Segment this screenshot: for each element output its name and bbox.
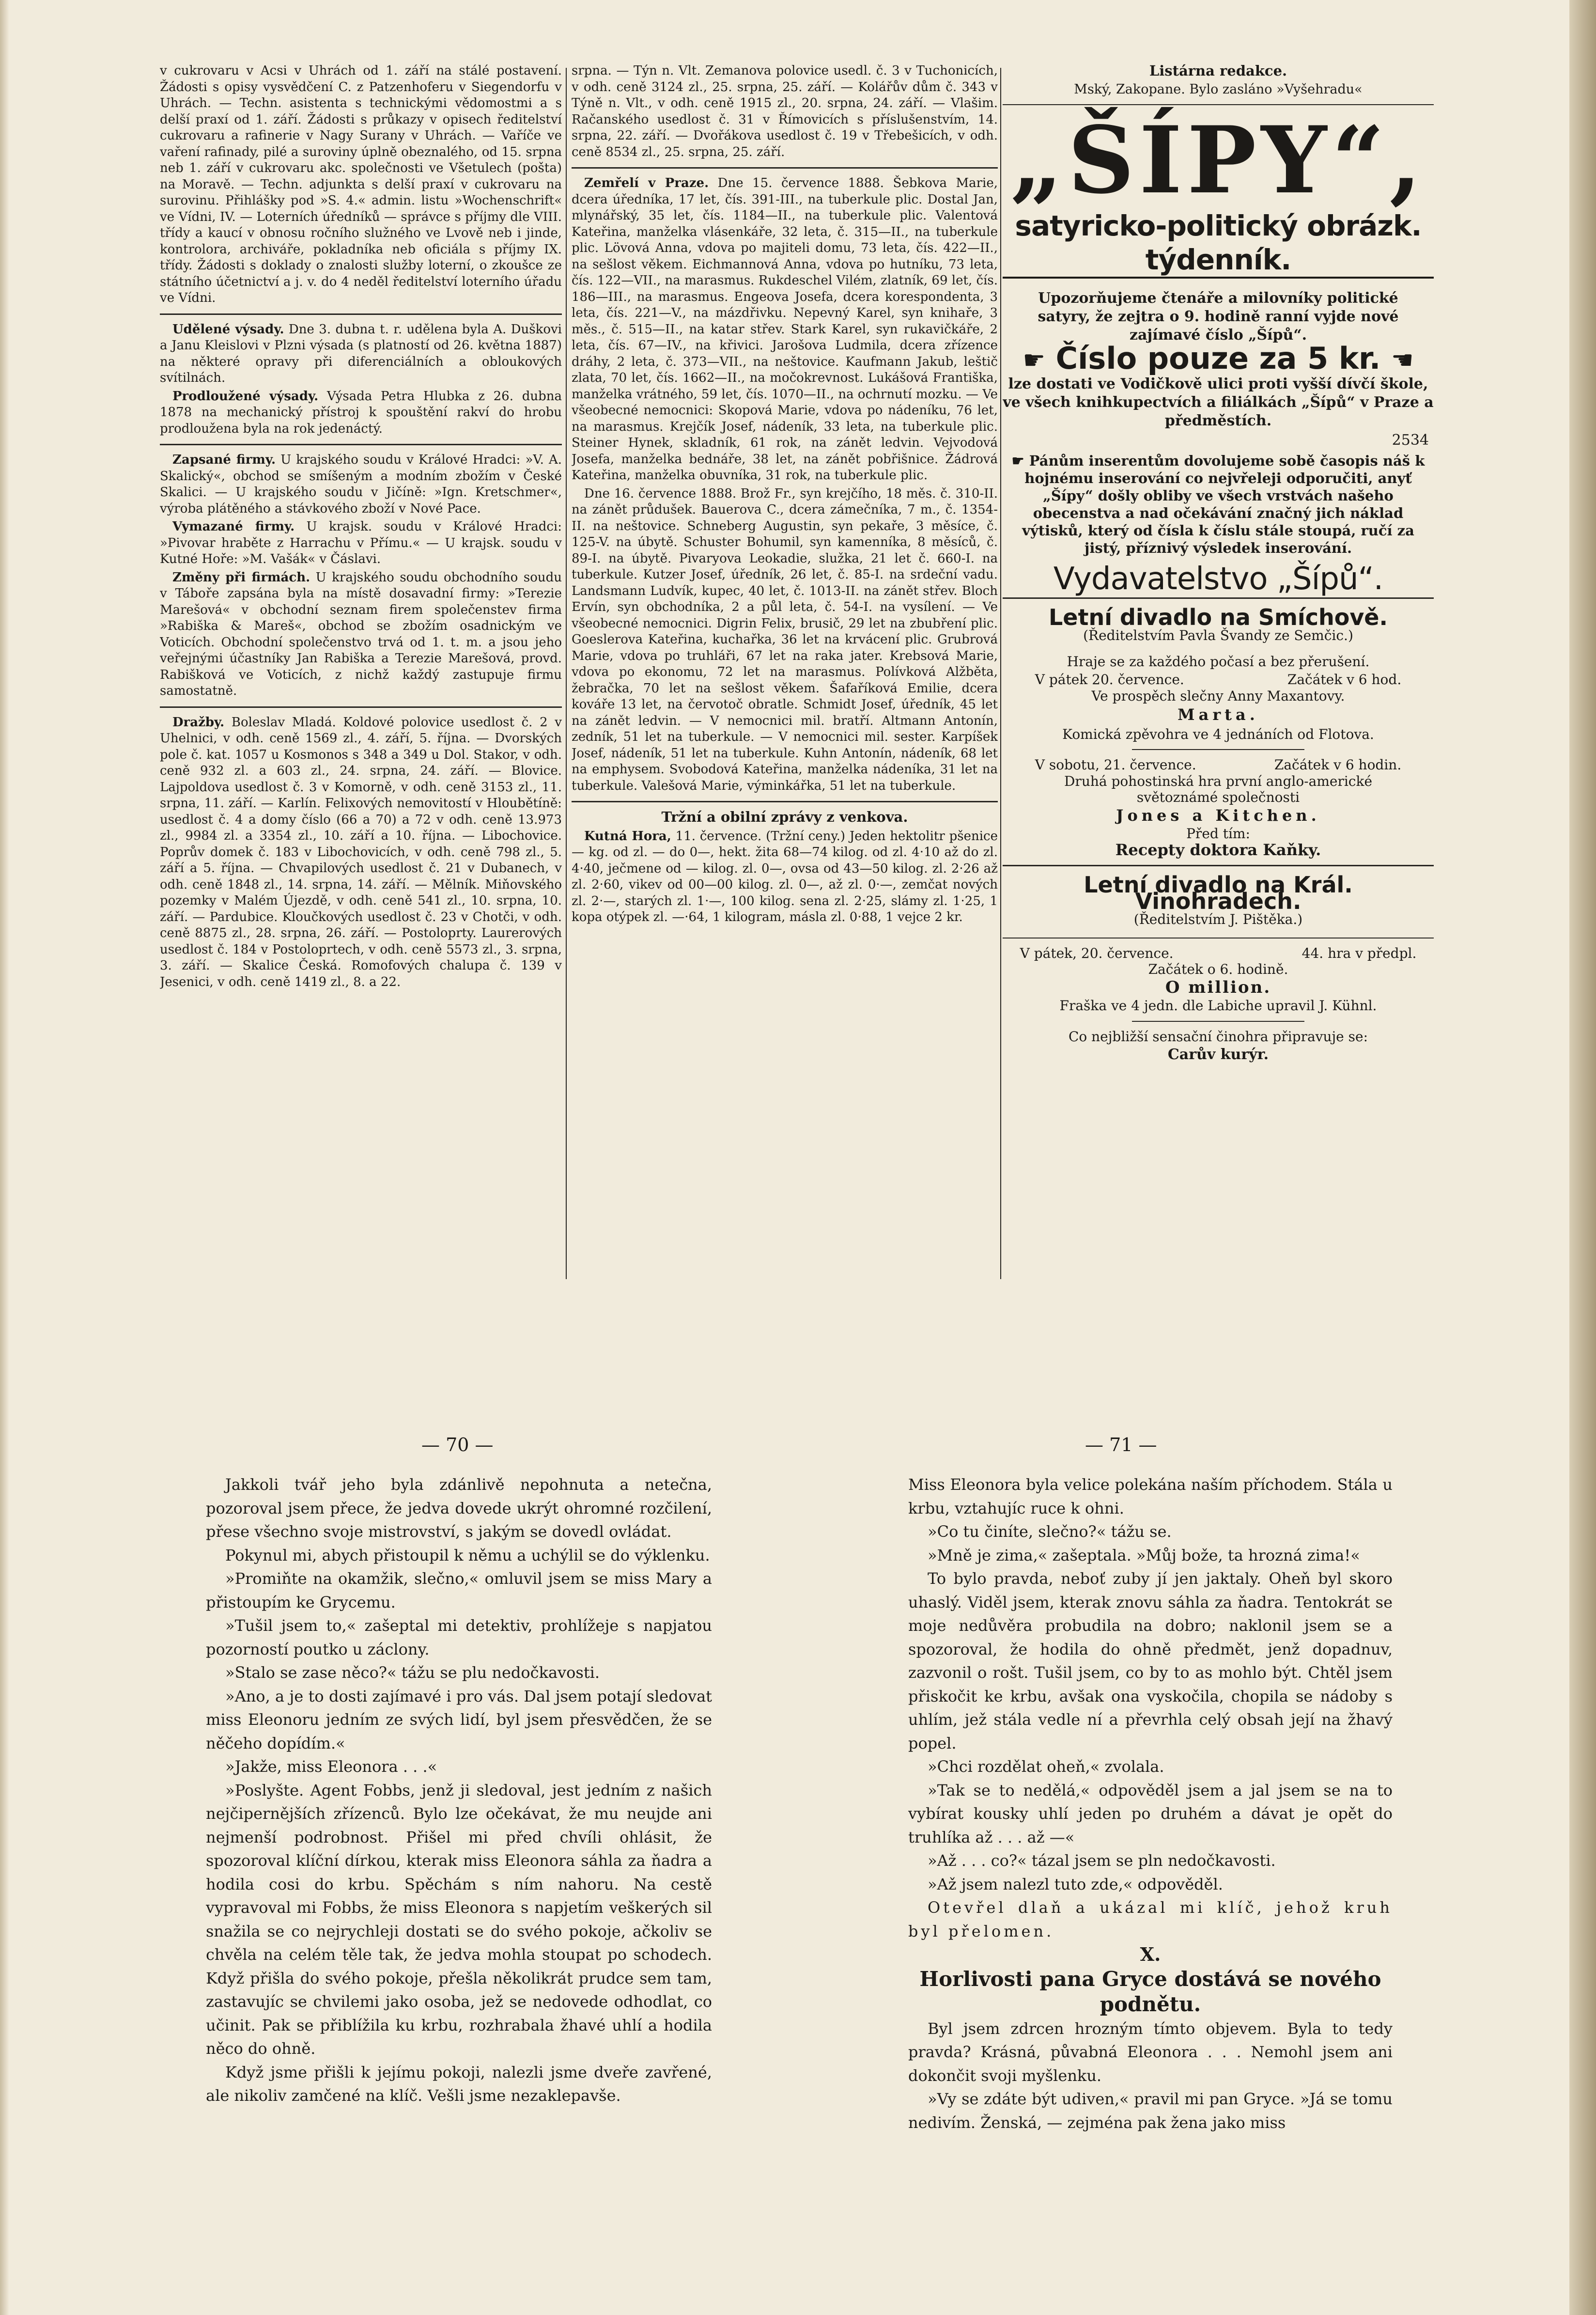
upcoming-title: Carův kurýr. (1167, 1046, 1269, 1063)
pointing-hand-icon: ☛ (1023, 346, 1046, 375)
section-deleted-firms (160, 519, 562, 568)
novel-paragraph: »Chci rozdělat oheň,« zvolala. (928, 1757, 1164, 1776)
divider (1003, 938, 1434, 939)
theatre-vinohrady-heading: Letní divadlo na Král. Vinohradech. (1084, 872, 1353, 914)
novel-paragraph: »Co tu činíte, slečno?« tážu se. (928, 1522, 1172, 1541)
auctions-continued: srpna. — Týn n. Vlt. Zemanova polovice usedl. č. 3 v Tuchonicích, v odh. ceně 3124 zl., 25. srpna, 25. září. — Kolářův dům č. 343 v Týně n. Vlt., v odh. ceně 1915 zl., 20. srpna, 24. září. — Vlašim. Račanského usedlost č. 31 v Římovicích s příslušenstvím, 14. srpna, 22. září. — Dvořákova usedlost č. 19 v Třebešicích, v odh. ceně 8534 zl., 25. srpna, 25. září. (572, 63, 998, 159)
pointing-hand-icon: ☚ (1391, 346, 1414, 375)
column-2 (572, 63, 998, 1294)
performance-title: Recepty doktora Kaňky. (1115, 840, 1321, 859)
divider (160, 706, 562, 708)
novel-paragraph: »Tušil jsem to,« zašeptal mi detektiv, prohlížeje s napjatou pozorností poutko u záclony. (206, 1616, 712, 1658)
section-heading: Změny při firmách. (172, 570, 310, 585)
section-text: Dne 15. července 1888. Šebkova Marie, dcera úředníka, 17 let, čís. 391-III., na tuberkule plic. Dostal Jan, mlynářský, 35 let, čís. 1184—II., na tuberkule plic. Valentová Kateřina, manželka vlásenkáře, 32 leta, č. 315—II., na tuberkule plic. Lövová Anna, vdova po majiteli domu, 73 leta, čís. 422—II., na sešlost věkem. Eichmannová Anna, vdova po hutníku, 73 leta, čís. 122—VII., na marasmus. Rukdeschel Vilém, zlatník, 69 let, čís. 186—III., na marasmus. Engeova Josefa, dcera korespondenta, 3 leta, čís. 221—V., na mázdřivku. Nepevný Karel, syn knihaře, 3 měs., č. 515—II., na katar střev. Stark Karel, syn rukavičkáře, 2 leta, čís. 67—IV., na křivici. Jarošova Ludmila, dcera zřízence dráhy, 2 leta, č. 373—VII., na neštovice. Kaufmann Jakub, leštič zlata, 70 let, čís. 1662—II., na močokrevnost. Lukášová Františka, manželka vrátného, 59 let, čís. 1070—II., na ochrnutí mozku. — Ve všeobecné nemocnici: Skopová Marie, vdova po nádeníku, 76 let, na marasmus. Krejčík Josef, nádeník, 33 leta, na tuberkule plic. Steiner Hynek, skladník, 61 rok, na zánět ledvin. Vejvodová Josefa, manželka bednáře, 38 let, na zánět pobřišnice. Žádrová Kateřina, manželka obuvníka, 31 rok, na tuberkule plic. (572, 176, 998, 483)
price-text: Číslo pouze za 5 kr. (1055, 341, 1381, 376)
short-divider (1132, 1021, 1304, 1022)
theatre-smichov-friday (1035, 672, 1402, 688)
section-text: Dne 3. dubna t. r. udělena byla A. Duškovi a Janu Kleislovi v Plzni výsada (s platností od 26. května 1887) na některé opravy při diferenciálních a obloukových svítilnách. (160, 322, 562, 385)
page-number-right: — 71 — (1085, 1434, 1157, 1455)
divider (160, 444, 562, 445)
divider (572, 167, 998, 169)
editorial-letters-heading: Listárna redakce. (1149, 63, 1287, 79)
pointing-hand-icon: ☛ (1011, 453, 1024, 469)
novel-paragraph: »Tak se to nedělá,« odpověděl jsem a jal jsem se na to vybírat kousky uhlí jeden po druhém a dávat je opět do truhlíka až . . . až —« (908, 1781, 1393, 1846)
section-registered-firms (160, 452, 562, 517)
performance-start: Začátek v 6 hod. (1287, 672, 1402, 688)
divider (160, 313, 562, 315)
novel-paragraph: »Až . . . co?« tázal jsem se pln nedočkavosti. (928, 1851, 1276, 1870)
performance-title: O million. (1165, 977, 1271, 997)
performance-day: V pátek, 20. července. (1020, 945, 1174, 961)
section-text: 11. července. (Tržní ceny.) Jeden hektolitr pšenice — kg. od zl. — do 0—, hekt. žita 68—74 kilog. od zl. 4·10 až do zl. 4·40, ječmene od — kilog. zl. 0—, ovsa od 43—50 kilog. zl. 2·26 až zl. 2·60, vikev od 00—00 kilog. zl. 0—, až zl. 0·—, zemčat nových zl. 2·—, starých zl. 1·—, 100 kilog. sena zl. 2·25, slámy zl. 1·25, 1 kopa otýpek zl. —·64, 1 kilogram, másla zl. 0·88, 1 vejce 2 kr. (572, 829, 998, 924)
novel-paragraph: Jakkoli tvář jeho byla zdánlivě nepohnuta a netečna, pozoroval jsem přece, že jedva dovede ukrýt ohromné rozčilení, přese všechno svoje mistrovství, s jakým se dovedl ovládat. (206, 1475, 712, 1541)
performance-start: Začátek o 6. hodině. (1148, 961, 1288, 977)
section-firm-changes (160, 570, 562, 700)
section-heading: Zemřelí v Praze. (584, 176, 709, 190)
theatre-smichov-director: (Ředitelstvím Pavla Švandy ze Semčic.) (1083, 627, 1353, 643)
novel-paragraph: Pokynul mi, abych přistoupil k němu a uchýlil se do výklenku. (225, 1546, 710, 1564)
novel-paragraph: »Stalo se zase něco?« tážu se plu nedočkavosti. (225, 1663, 600, 1682)
theatre-vinohrady-director: (Ředitelstvím J. Pištěka.) (1133, 911, 1303, 927)
performance-benefit: Ve prospěch slečny Anny Maxantovy. (1091, 688, 1345, 704)
job-listings: v cukrovaru v Acsi v Uhrách od 1. září na stálé postavení. Žádosti s opisy vysvědčení C. z Patzenhoferu v Siegendorfu v Uhrách. — Techn. asistenta s technickými vědomostmi a s delší praxí od 1. září. Žádosti s průkazy v opisech ředitelství cukrovaru a rafinerie v Nagy Surany v Uhrách. — Vaříče ve vaření rafinady, pilé a suroviny úplně obeznalého, od 15. srpna neb 1. září v cukrovaru akc. společnosti ve Všetulech (pošta) na Moravě. — Techn. adjunkta s delší praxí v cukrovaru na surovinu. Přihlášky pod »S. 4.« admin. listu »Wochenschrift« ve Vídni, IV. — Loterních úředníků — správce s příjmy dle VIII. třídy a kaucí v obnosu ročního služného ve Lvově neb i jinde, kontrolora, archiváře, pokladníka neb oficiála s příjmy IX. třídy. Žádosti s doklady o znalosti služby loterní, o zkoušce ze státního účetnictví a j. v. do 4 neděl ředitelství loterního úřadu ve Vídni. (160, 63, 562, 305)
novel-paragraph: Miss Eleonora byla velice polekána naším příchodem. Stála u krbu, vztahujíc ruce k ohni. (908, 1475, 1393, 1517)
column-1 (160, 63, 562, 1294)
section-market (572, 829, 998, 926)
section-heading: Dražby. (172, 715, 225, 730)
advertisers-text: Pánům inserentům dovolujeme sobě časopis náš k hojnému inserování co nejvřeleji odporučiti, anyť „Šípy“ došly obliby ve všech vrstvách našeho obecenstva a nad očekávání značný jich náklad výtisků, který od čísla k číslu stále stoupá, ručí za jistý, příznivý výsledek inserování. (1022, 453, 1425, 556)
chapter-number: X. (1140, 1943, 1161, 1965)
performance-day: V pátek 20. července. (1035, 672, 1184, 688)
divider (1003, 597, 1434, 599)
sipy-publisher: Vydavatelstvo „Šípů“. (1053, 561, 1383, 597)
novel-paragraph: »Vy se zdáte být udiven,« pravil mi pan Gryce. »Já se tomu nedivím. Ženská, — zejména pak žena jako miss (908, 2090, 1393, 2132)
section-extended-patents (160, 389, 562, 438)
column-3 (1003, 63, 1434, 1303)
divider (1003, 865, 1434, 866)
theatre-weather-note: Hraje se za každého počasí a bez přerušení. (1067, 653, 1370, 670)
page-edge-left (0, 0, 9, 2315)
page-edge-right (1569, 0, 1596, 2315)
sipy-availability: lze dostati ve Vodičkově ulici proti vyšší dívčí škole, ve všech knihkupectvích a filiálkách „Šípů“ v Praze a předměstích. (1003, 375, 1434, 429)
sipy-advertisers (1003, 452, 1434, 557)
sipy-subtitle: satyricko-politický obrázk. týdenník. (1003, 209, 1434, 279)
section-granted-patents (160, 322, 562, 387)
column-separator (566, 68, 567, 1279)
section-heading: Kutná Hora, (584, 829, 671, 844)
performance-day: V sobotu, 21. července. (1035, 757, 1196, 773)
section-text: U krajského soudu obchodního soudu v Táboře zapsána byla na místě dosavadní firmy: »Terezie Marešová« v obchodní seznam firem společenstev firma »Rabiška & Mareš«, obchod se zbožím osadnickým ve Voticích. Obchodní společenstvo trvá od 1. t. m. a jsou jeho veřejnými účastníky Jan Rabiška a Terezie Marešová, provd. Rabišková ve Voticích, z nichž každý zastupuje firmu samostatně. (160, 570, 562, 698)
section-deaths-16: Dne 16. července 1888. Brož Fr., syn krejčího, 18 měs. č. 310-II. na zánět průdušek. Bauerova C., dcera zámečníka, 7 m., č. 1354-II. na neštovice. Schneberg Augustin, syn pekaře, 3 měsíce, č. 125-V. na úbytě. Schuster Bohumil, syn kamenníka, 8 měsíců, č. 89-I. na úbytě. Pivaryova Leokadie, služka, 21 let č. 660-I. na tuberkule. Kutzer Josef, úředník, 26 let, č. 85-I. na srdeční vadu. Landsmann Ludvík, kupec, 40 let, č. 1013-II. na zánět střev. Bloch Ervín, syn obchodníka, 2 a půl leta, č. 54-I. na vysílení. — Ve všeobecné nemocnici. Digrin Felix, brusič, 29 let na zbubření plic. Goeslerova Kateřina, kuchařka, 36 let na krvácení plic. Grubrová Marie, vdova po truhláři, 67 let na raka jater. Krebsová Marie, vdova po ekonomu, 72 let na marasmus. Polívková Alžběta, žebračka, 70 let na sešlost věkem. Šafaříková Emilie, dcera kováře 13 let, na červotoč obratle. Schmidt Josef, úředník, 45 let na zánět ledvin. — V nemocnici mil. bratří. Altmann Antonín, zedník, 51 let na tuberkule. — V nemocnici mil. sester. Karpíšek Josef, nádeník, 51 let na tuberkule. Kuhn Antonín, nádeník, 68 let na emphysem. Svobodová Kateřina, manželka nádeníka, 31 let na tuberkule. Valešová Marie, výminkářka, 51 let na tuberkule. (572, 486, 998, 793)
performance-start: Začátek v 6 hodin. (1274, 757, 1402, 773)
short-divider (1132, 749, 1304, 750)
performance-title: Jones a Kitchen. (1116, 806, 1320, 825)
section-text: U krajského soudu v Králové Hradci: »V. A. Skalický«, obchod se smíšeným a modním zbožím v České Skalici. — U krajského soudu v Jičíně: »Ign. Kretschmer«, výroba plátěného a stávkového zboží v Nové Pace. (160, 453, 562, 516)
performance-count: 44. hra v předpl. (1302, 945, 1417, 961)
section-title-market: Tržní a obilní zprávy z venkova. (661, 809, 908, 825)
divider (572, 801, 998, 802)
section-text: Boleslav Mladá. Koldové polovice usedlost č. 2 v Uhelnici, v odh. ceně 1569 zl., 4. září, 5. října. — Dvorských pole č. kat. 1057 u Kosmonos s 348 a 349 u Dol. Stakor, v odh. ceně 932 zl. a 603 zl., 24. srpna, 24. září. — Blovice. Lajpoldova usedlost č. 3 v Komorně, v odh. ceně 3153 zl., 11. srpna, 11. září. — Karlín. Felixových nemovitostí v Hloubětíně: usedlost č. 4 a domy číslo (66 a 70) a 72 v odh. ceně 13.973 zl., 9984 zl. a 3354 zl., 10. září a 10. října. — Libochovice. Poprův domek č. 183 v Libochovicích, v odh. ceně 798 zl., 5. září a 5. října. — Chvapilových usedlost č. 21 v Dubanech, v odh. ceně 1848 zl., 14. srpna, 14. září. — Mělník. Miňovského pozemky v Malém Újezdě, v odh. ceně 541 zl., 10. srpna, 10. září. — Pardubice. Kloučkových usedlost č. 23 v Chotči, v odh. ceně 8875 zl., 28. srpna, 26. září. — Postoloprty. Laurerových usedlost č. 184 v Postoloprtech, v odh. ceně 5573 zl., 3. srpna, 3. září. — Skalice Česká. Romofových chalupa č. 139 v Jesenici, v odh. ceně 1419 zl., 8. a 22. (160, 715, 562, 989)
novel-paragraph: Otevřel dlaň a ukázal mi klíč, jehož kruh byl přelomen. (908, 1898, 1393, 1940)
novel-paragraph: To bylo pravda, neboť zuby jí jen jaktaly. Oheň byl skoro uhaslý. Viděl jsem, kterak znovu sáhla za ňadra. Tentokrát se moje nedůvěra probudila na dobro; naklonil jsem se a spozoroval, že hodila do ohně předmět, jenž dopadnuv, zazvonil o rošt. Tušil jsem, co by to as mohlo být. Chtěl jsem přiskočit ke krbu, avšak ona vyskočila, chopila se nádoby s uhlím, jež stála vedle ní a převrhla celý obsah její na žhavý popel. (908, 1569, 1393, 1752)
sipy-price (1003, 341, 1434, 376)
sipy-title: „ŠÍPY“, (1010, 106, 1426, 214)
novel-paragraph: Když jsme přišli k jejímu pokoji, nalezli jsme dveře zavřené, ale nikoliv zamčené na klíč. Vešli jsme nezaklepavše. (206, 2063, 712, 2105)
novel-paragraph: »Poslyšte. Agent Fobbs, jenž ji sledoval, jest jedním z našich nejčipernějších zřízenců. Bylo lze očekávat, že mu neujde ani nejmenší podrobnost. Přišel mi před chvíli ohlásit, že spozoroval klíční dírkou, kterak miss Eleonora sáhla za ňadra a hodila cosi do krbu. Spěchám s ním nahoru. Na cestě vypravoval mi Fobbs, že miss Eleonora s napjetím veškerých sil snažila se co nejrychleji dostati se do svého pokoje, ačkoliv se chvěla na celém těle tak, že jedva mohla stoupat po schodech. Když přišla do svého pokoje, přešla několikrát prudce sem tam, zastavujíc se chvilemi jako osoba, jež se nedovede odhodlat, co učinit. Pak se přiblížila ku krbu, rozhrabala žhavé uhlí a hodila něco do ohně. (206, 1781, 712, 2058)
novel-page-right (908, 1473, 1393, 2190)
theatre-smichov-heading: Letní divadlo na Smíchově. (1049, 604, 1388, 630)
novel-page-left (206, 1473, 712, 2171)
novel-paragraph: »Mně je zima,« zašeptala. »Můj bože, ta hrozná zima!« (928, 1546, 1360, 1564)
theatre-vinohrady-friday (1020, 945, 1417, 962)
performance-genre: Fraška ve 4 jedn. dle Labiche upravil J. Kühnl. (1059, 998, 1377, 1014)
section-heading: Prodloužené výsady. (172, 389, 319, 404)
novel-paragraph: Byl jsem zdrcen hrozným tímto objevem. Byla to tedy pravda? Krásná, půvabná Eleonora . . . Nemohl jsem ani dokončit svoji myšlenku. (908, 2019, 1393, 2085)
chapter-title: Horlivosti pana Gryce dostává se nového podnětu. (919, 1967, 1381, 2016)
section-heading: Udělené výsady. (172, 322, 284, 337)
sipy-notice: Upozorňujeme čtenáře a milovníky politické satyry, že zejtra o 9. hodině ranní vyjde nové zajímavé číslo „Šípů“. (1038, 290, 1399, 344)
column-separator (1000, 68, 1001, 1279)
novel-paragraph: »Až jsem nalezl tuto zde,« odpověděl. (928, 1875, 1223, 1893)
section-heading: Zapsané firmy. (172, 453, 276, 467)
section-text: Výsada Petra Hlubka z 26. dubna 1878 na mechanický přístroj k spouštění rakví do hrobu prodloužena byla na rok jedenáctý. (160, 389, 562, 436)
section-heading: Vymazané firmy. (172, 519, 295, 534)
performance-title: Marta. (1178, 705, 1259, 724)
novel-paragraph: »Ano, a je to dosti zajímavé i pro vás. Dal jsem potají sledovat miss Eleonoru jedním ze svých lidí, byl jsem přesvědčen, že se něčeho dopídím.« (206, 1687, 712, 1752)
page-number-left: — 70 — (421, 1434, 494, 1455)
section-text: U krajsk. soudu v Králové Hradci: »Pivovar hraběte z Harrachu v Přímu.« — U krajsk. soudu v Kutné Hoře: »M. Vašák« v Čáslavi. (160, 519, 562, 566)
upcoming-note: Co nejbližší sensační činohra připravuje se: (1068, 1028, 1368, 1045)
performance-before: Před tím: (1186, 826, 1250, 842)
divider (1003, 104, 1434, 105)
theatre-smichov-saturday (1035, 757, 1402, 773)
novel-paragraph: »Jakže, miss Eleonora . . .« (225, 1757, 437, 1776)
section-deaths-prague (572, 175, 998, 484)
ad-number: 2534 (1392, 431, 1429, 449)
performance-genre: Komická zpěvohra ve 4 jednáních od Flotova. (1062, 726, 1374, 742)
novel-paragraph: »Promiňte na okamžik, slečno,« omluvil jsem se miss Mary a přistoupím ke Grycemu. (206, 1569, 712, 1611)
editorial-letters-text: Mský, Zakopane. Bylo zasláno »Vyšehradu« (1074, 81, 1363, 97)
performance-description: Druhá pohostinská hra první anglo-americké světoznámé společnosti (1064, 773, 1373, 805)
section-auctions (160, 715, 562, 991)
